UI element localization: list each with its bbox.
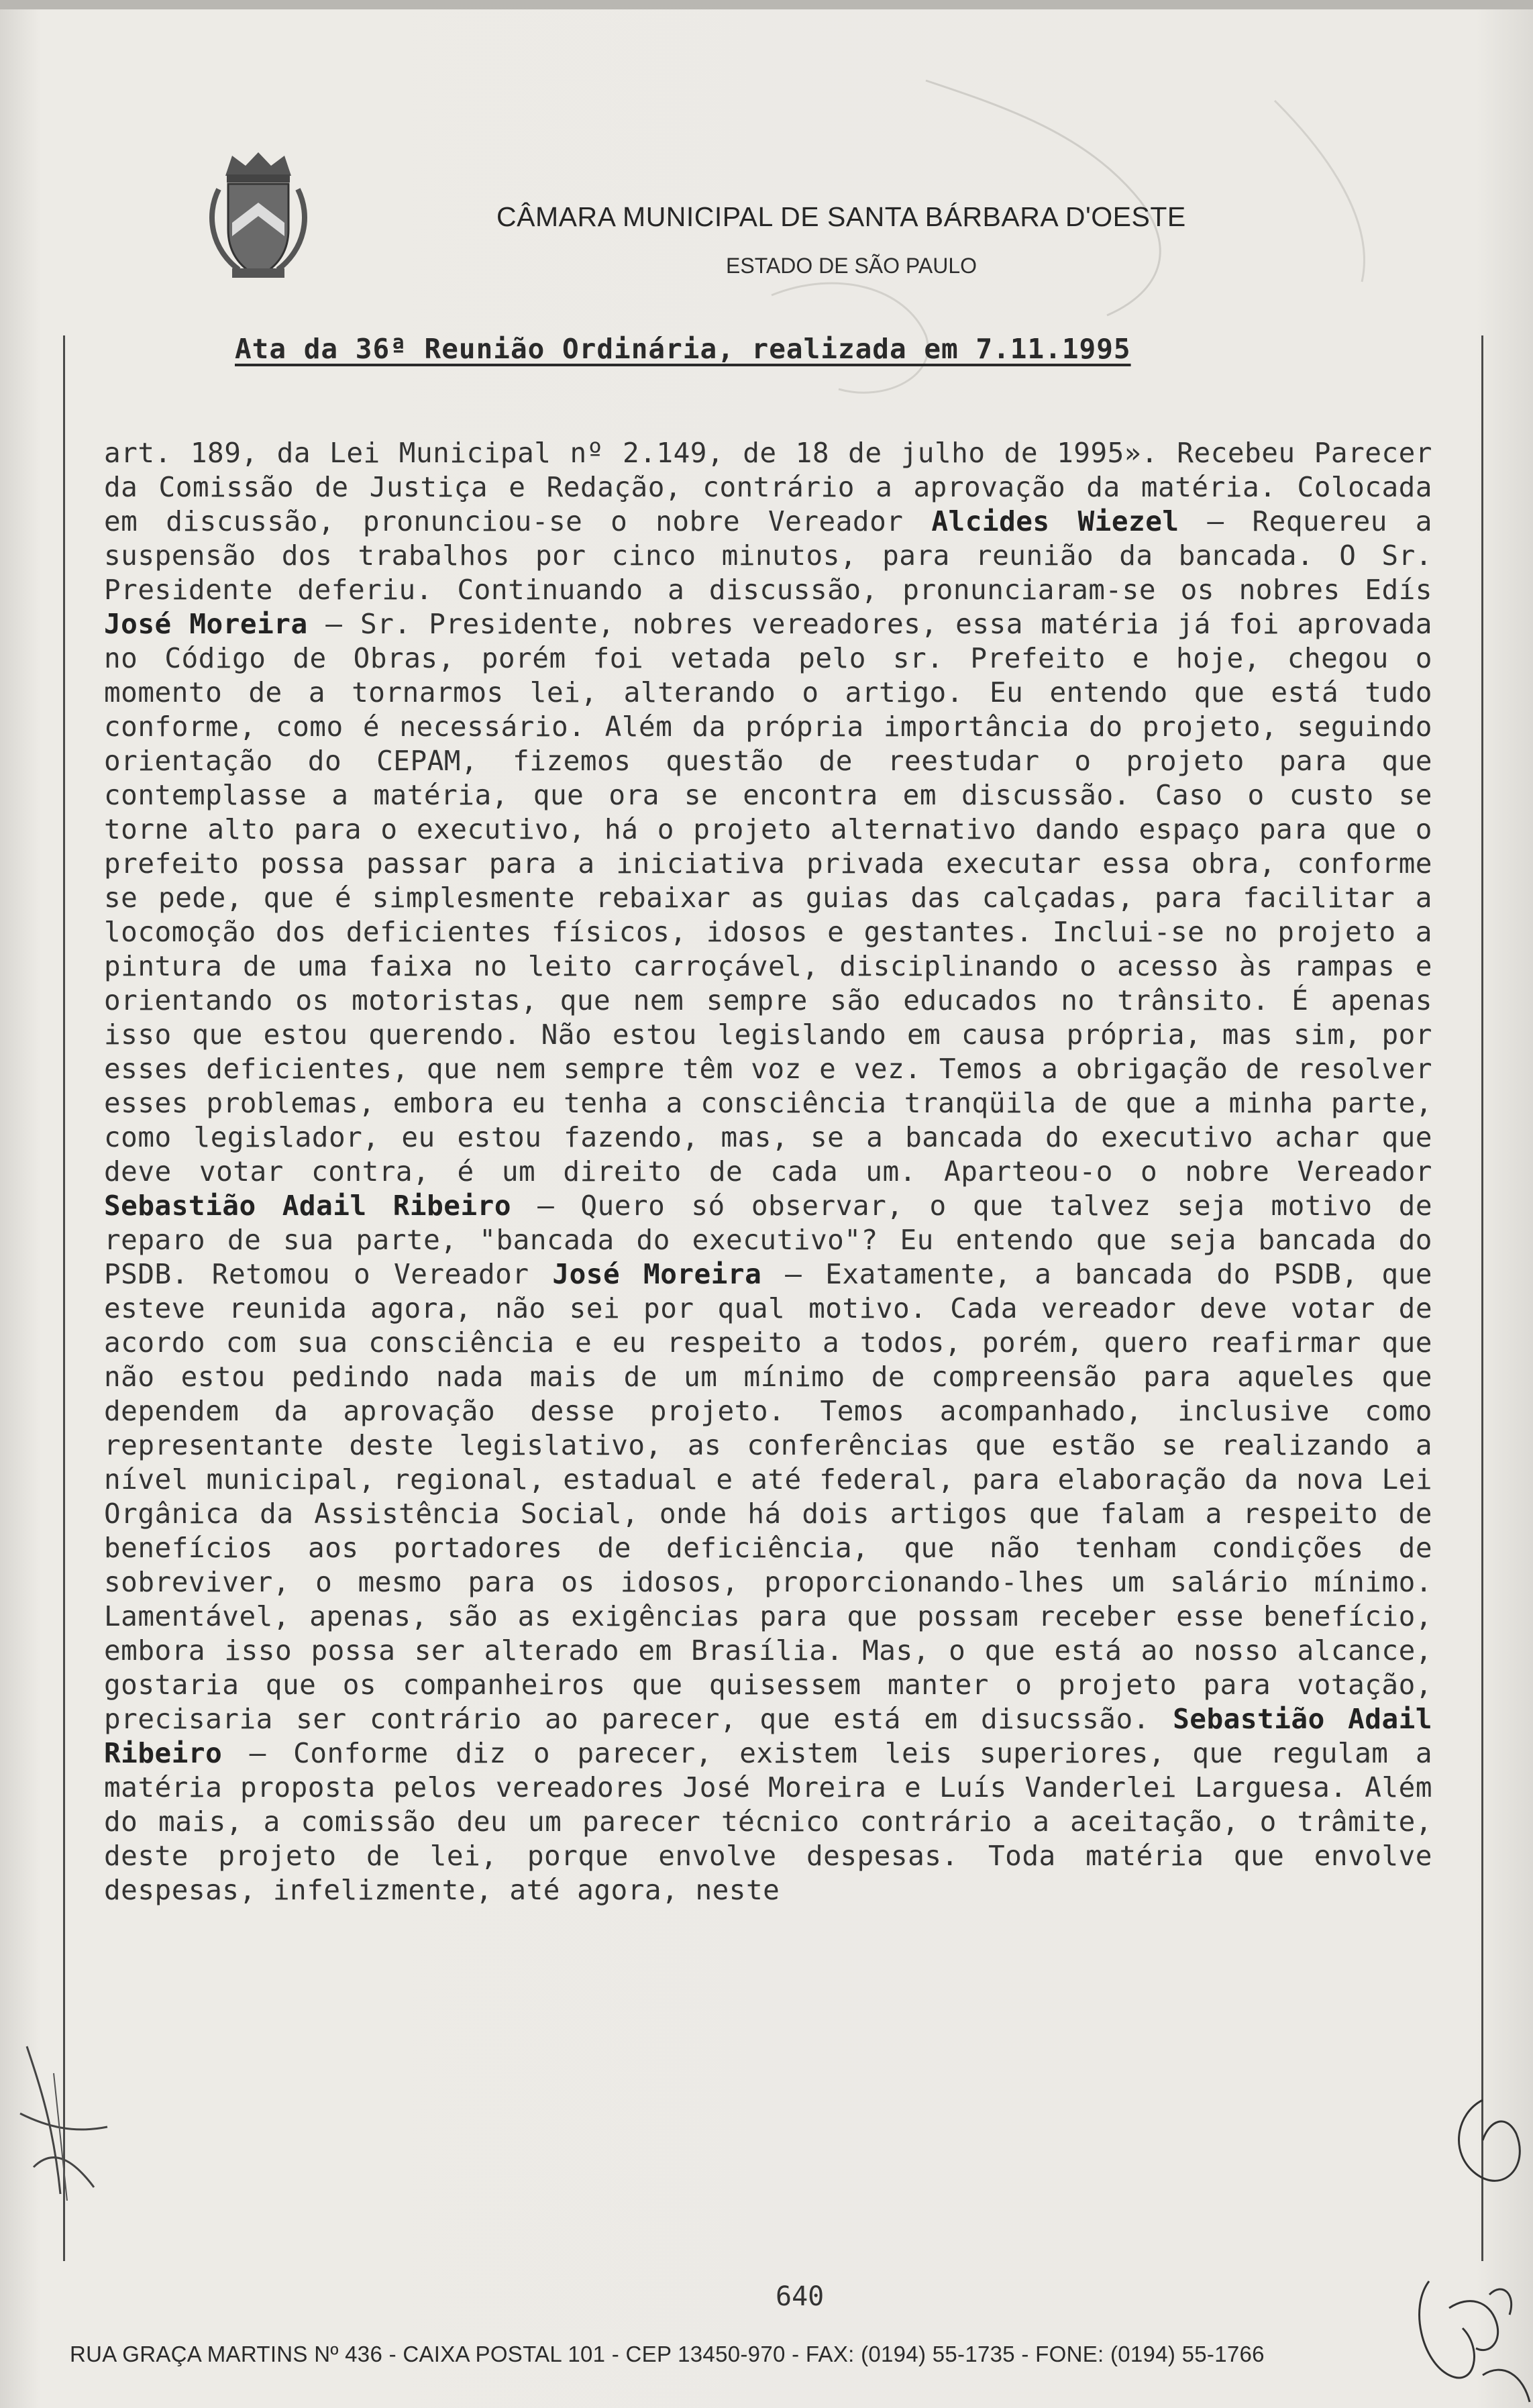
signature-icon xyxy=(1382,2093,1533,2408)
minutes-title: Ata da 36ª Reunião Ordinária, realizada em 7.11.1995 xyxy=(235,333,1131,365)
body-segment: – Quero só observar, o que talvez seja motivo de reparo de sua parte, "bancada do executivo"? Eu entendo que seja bancada do PSDB. Retomou o Vereador xyxy=(104,1190,1432,1290)
body-segment: – Requereu a suspensão dos trabalhos por cinco minutos, para reunião da bancada. O Sr. Presidente deferiu. Continuando a discussão, pronunciaram-se os nobres Edís xyxy=(104,505,1432,606)
body-segment: – Sr. Presidente, nobres vereadores, essa matéria já foi aprovada no Código de Obras, porém foi vetada pelo sr. Prefeito e hoje, chegou o momento de a tornarmos lei, alterando o artigo. Eu entendo que está tudo conforme, como é necessário. Além da própria importância do projeto, seguindo orientação do CEPAM, fizemos questão de reestudar o projeto para que contemplasse a matéria, que ora se encontra em discussão. Caso o custo se torne alto para o executivo, há o projeto alternativo dando espaço para que o prefeito possa passar para a iniciativa privada executar essa obra, conforme se pede, que é simplesmente rebaixar as guias das calçadas, para facilitar a locomoção dos deficientes físicos, idosos e gestantes. Inclui-se no projeto a pintura de uma faixa no leito carroçável, disciplinando o acesso às rampas e orientando os motoristas, que nem sempre são educados no trânsito. É apenas isso que estou querendo. Não estou legislando em causa própria, mas sim, por esses deficientes, que nem sempre têm voz e vez. Temos a obrigação de resolver esses problemas, embora eu tenha a consciência tranqüila de que a minha parte, como legislador, eu estou fazendo, mas, se a bancada do executivo achar que deve votar contra, é um direito de cada um. Aparteou-o o nobre Vereador xyxy=(104,608,1432,1188)
body-segment: – Conforme diz o parecer, existem leis superiores, que regulam a matéria proposta pelos vereadores José Moreira e Luís Vanderlei Larguesa. Além do mais, a comissão deu um parecer técnico contrário a aceitação, o trâmite, deste projeto de lei, porque envolve despesas. Toda matéria que envolve despesas, infelizmente, até agora, neste xyxy=(104,1737,1432,1906)
right-margin-rule xyxy=(1481,335,1483,2261)
left-margin-rule xyxy=(63,335,65,2261)
institution-name: CÂMARA MUNICIPAL DE SANTA BÁRBARA D'OESTE xyxy=(496,201,1186,232)
body-segment: – Exatamente, a bancada do PSDB, que esteve reunida agora, não sei por qual motivo. Cada vereador deve votar de acordo com sua consciência e eu respeito a todos, porém, quero reafirmar que não estou pedindo nada mais de um mínimo de compreensão para aqueles que dependem da aprovação desse projeto. Temos acompanhado, inclusive como representante deste legislativo, as conferências que estão se realizando a nível municipal, regional, estadual e até federal, para elaboração da nova Lei Orgânica da Assistência Social, onde há dois artigos que falam a respeito de benefícios aos portadores de deficiência, que não tenham condições de sobreviver, o mesmo para os idosos, proporcionando-lhes um salário mínimo. Lamentável, apenas, são as exigências para que possam receber esse benefício, embora isso possa ser alterado em Brasília. Mas, o que está ao nosso alcance, gostaria que os companheiros que quisessem manter o projeto para votação, precisaria ser contrário ao parecer, que está em disucssão. xyxy=(104,1258,1432,1735)
speaker-name: Alcides Wiezel xyxy=(931,505,1179,537)
speaker-name: José Moreira xyxy=(104,608,308,640)
minutes-body xyxy=(104,436,1432,1907)
speaker-name: Sebastião Adail Ribeiro xyxy=(104,1190,512,1222)
speaker-name: Sebastião Adail Ribeiro xyxy=(104,1703,1433,1769)
margin-signature-icon xyxy=(13,2033,114,2207)
institution-state: ESTADO DE SÃO PAULO xyxy=(726,254,977,278)
body-segment: art. 189, da Lei Municipal nº 2.149, de 18 de julho de 1995». Recebeu Parecer da Comissão de Justiça e Redação, contrário a aprovação da matéria. Colocada em discussão, pronunciou-se o nobre Vereador xyxy=(104,437,1432,537)
coat-of-arms-icon xyxy=(205,149,311,280)
scan-edge xyxy=(0,0,1533,9)
address-footer: RUA GRAÇA MARTINS Nº 436 - CAIXA POSTAL 101 - CEP 13450-970 - FAX: (0194) 55-1735 - FONE: (0194) 55-1766 xyxy=(70,2342,1265,2366)
page-number: 640 xyxy=(776,2281,825,2312)
speaker-name: José Moreira xyxy=(552,1258,762,1290)
